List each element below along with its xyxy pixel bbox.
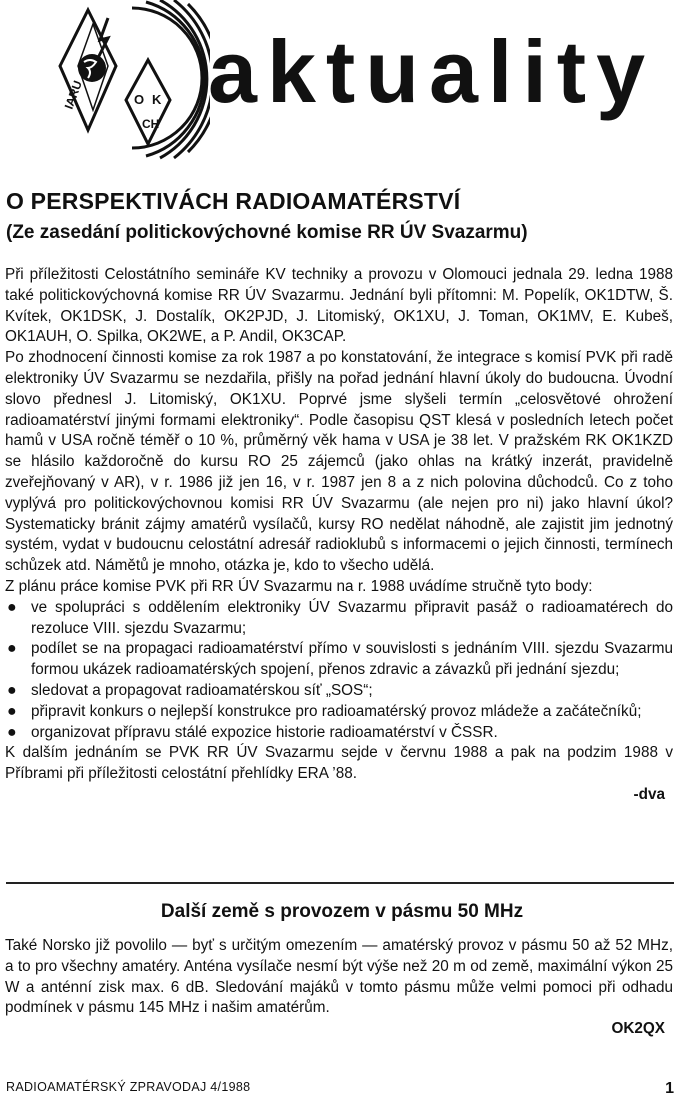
page-header (0, 0, 684, 160)
paragraph: Při příležitosti Celostátního semináře KV techniky a provozu v Olomouci jednala 29. ledna 1988 také politickovýchovná komise RR ÚV Svazarmu. Jednání byli přítomni: M. Popelík, OK1DTW, Š. Kvítek, OK1DSK, J. Dostalík, OK2PJD, J. Litomiský, OK1XU, J. Toman, OK1MV, E. Kubeš, OK1AUH, O. Spilka, OK2WE, a P. Andil, OK3CAP. (5, 266, 673, 346)
closing-paragraph: K dalším jednáním se PVK RR ÚV Svazarmu sejde v červnu 1988 a pak na podzim 1988 v Příbrami při příležitosti celostátní přehlídky ERA ’88. (5, 744, 673, 783)
list-item-text: organizovat přípravu stálé expozice historie radioamatérství v ČSSR. (31, 723, 498, 741)
svg-text:O: O (134, 92, 145, 107)
radio-amateur-logo-icon (0, 0, 210, 160)
list-item-text: sledovat a propagovat radioamatérskou síť „SOS“; (31, 681, 373, 699)
bullet-icon: ● (7, 723, 17, 741)
paragraph: Z plánu práce komise PVK při RR ÚV Svazarmu na r. 1988 uvádíme stručně tyto body: (5, 577, 593, 595)
article2-heading: Další země s provozem v pásmu 50 MHz (160, 901, 524, 922)
svg-text:IARU: IARU (61, 78, 85, 112)
list-item-text: ve spolupráci s oddělením elektroniky ÚV Svazarmu připravit pasáž o radioamatérech do rezoluce VIII. sjezdu Svazarmu; (31, 598, 673, 637)
svg-text:K: K (152, 92, 162, 107)
list-item-text: podílet se na propagaci radioamatérství přímo v souvislosti s jednáním VIII. sjezdu Svazarmu formou ukázek radioamatérských spojení, přenos zdravic a závazků při jednání sjezdu; (31, 640, 673, 679)
paragraph: Po zhodnocení činnosti komise za rok 1987 a po konstatování, že integrace s komisí PVK při radě elektroniky ÚV Svazarmu se nezdařila, přišly na pořad jednání hlavní úkoly do budoucna. Úvodní slovo přednesl J. Litomiský, OK1XU. Poprvé jsme slyšeli termín „celosvětové ohrožení radioamatérství jinými formami elektroniky“. Podle časopisu QST klesá v posledních letech počet hamů v USA ročně téměř o 10 %, průměrný věk hama v USA je 38 let. V pražském RK OK1KZD se hlásilo každoročně do kursu RO 25 zájemců (jako ohlas na krátký inzerát, pravidelně zveřejňovaný v AR), v r. 1986 již jen 16, v r. 1987 jen 8 a z nich polovina důchodců. Co z toho vyplývá pro politickovýchovnou komisi RR ÚV Svazarmu (ale nejen pro ni) jako hlavní úkol? Systematicky bránit zájmy amatérů vysílačů, kursy RO nedělat náhodně, ale zajistit jim jednotný systém, vydat v budoucnu celostátní adresář radioklubů s informacemi o jejich činnosti, termínech schůzek atd. Námětů je mnoho, otázka je, kdo to všecho udělá. (5, 349, 673, 575)
list-item-text: připravit konkurs o nejlepší konstrukce pro radioamatérský provoz mládeže a začátečníků; (31, 702, 642, 720)
list-item (5, 639, 673, 681)
svg-text:CH: CH (142, 117, 160, 131)
article-body (5, 265, 673, 806)
article-heading: O PERSPEKTIVÁCH RADIOAMATÉRSTVÍ (6, 188, 461, 214)
article2-body (5, 936, 673, 1040)
footer-publication: RADIOAMATÉRSKÝ ZPRAVODAJ 4/1988 (6, 1080, 251, 1094)
paragraph: Také Norsko již povolilo — byť s určitým omezením — amatérský provoz v pásmu 50 až 52 MHz, a to pro všechny amatéry. Anténa vysílače nesmí být výše než 20 m od země, maximální výkon 25 W a anténní zisk max. 6 dB. Sledování majáků v tomto pásmu může velmi pomoci při odhadu podmínek v pásmu 145 MHz i našim amatérům. (5, 937, 673, 1017)
section-title: aktuality (208, 22, 656, 121)
list-item (5, 723, 673, 744)
section-divider (6, 882, 674, 884)
author-signature: OK2QX (611, 1020, 665, 1038)
bullet-icon: ● (7, 640, 17, 658)
list-item (5, 598, 673, 640)
list-item (5, 681, 673, 702)
bullet-icon: ● (7, 598, 17, 616)
bullet-icon: ● (7, 681, 17, 699)
bullet-list (5, 598, 673, 744)
list-item (5, 702, 673, 723)
author-signature: -dva (633, 785, 665, 803)
bullet-icon: ● (7, 702, 17, 720)
article-subheading: (Ze zasedání politickovýchovné komise RR ÚV Svazarmu) (6, 222, 528, 243)
page-number: 1 (665, 1080, 674, 1097)
